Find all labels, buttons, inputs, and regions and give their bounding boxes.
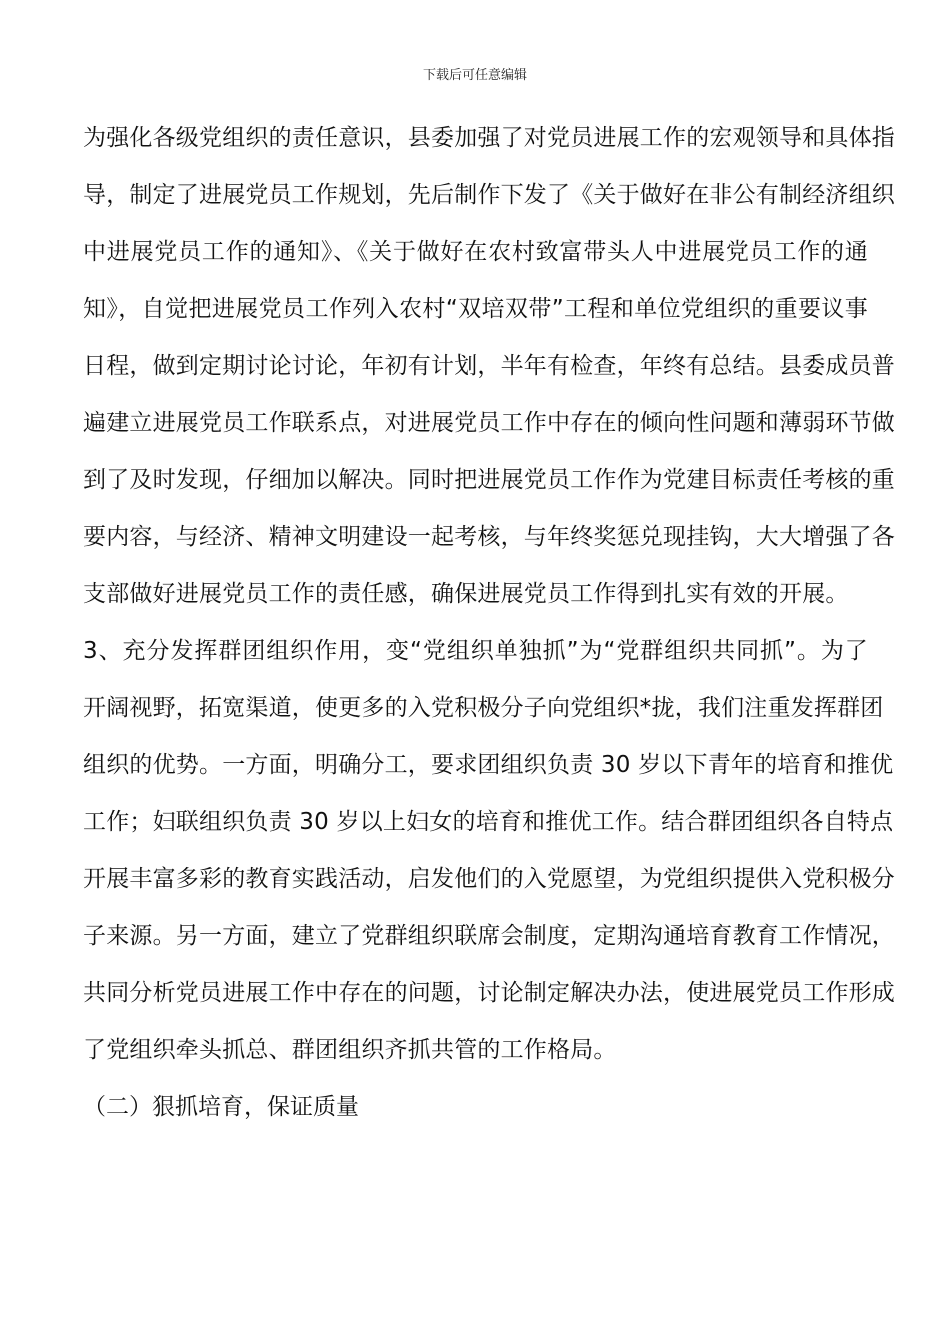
paragraph-line: 遍建立进展党员工作联系点，对进展党员工作中存在的倾向性问题和薄弱环节做 — [83, 410, 895, 436]
paragraph-line: 要内容，与经济、精神文明建设一起考核，与年终奖惩兑现挂钩，大大增强了各 — [83, 524, 895, 550]
paragraph-line: 导，制定了进展党员工作规划，先后制作下发了《关于做好在非公有制经济组织 — [83, 182, 895, 208]
paragraph-line: 开展丰富多彩的教育实践活动，启发他们的入党愿望，为党组织提供入党积极分 — [83, 866, 895, 892]
paragraph-line: 为强化各级党组织的责任意识，县委加强了对党员进展工作的宏观领导和具体指 — [83, 125, 895, 151]
paragraph-line: 开阔视野，拓宽渠道，使更多的入党积极分子向党组织*拢，我们注重发挥群团 — [83, 695, 884, 721]
paragraph-line: 支部做好进展党员工作的责任感，确保进展党员工作得到扎实有效的开展。 — [83, 581, 849, 607]
page-header: 下载后可任意编辑 — [422, 68, 527, 83]
paragraph-line: 工作；妇联组织负责 30 岁以上妇女的培育和推优工作。结合群团组织各自特点 — [83, 809, 894, 835]
paragraph-line: 到了及时发现，仔细加以解决。同时把进展党员工作作为党建目标责任考核的重 — [83, 467, 895, 493]
paragraph-line: 了党组织牵头抓总、群团组织齐抓共管的工作格局。 — [83, 1037, 617, 1063]
document-body — [83, 114, 895, 1140]
paragraph-line: 共同分析党员进展工作中存在的问题，讨论制定解决办法，使进展党员工作形成 — [83, 980, 895, 1006]
section-heading: （二）狠抓培育，保证质量 — [83, 1094, 359, 1120]
paragraph-line: 日程，做到定期讨论讨论，年初有计划，半年有检查，年终有总结。县委成员普 — [83, 353, 895, 379]
paragraph-line: 组织的优势。一方面，明确分工，要求团组织负责 30 岁以下青年的培育和推优 — [83, 752, 894, 778]
paragraph-line: 3、充分发挥群团组织作用，变“党组织单独抓”为“党群组织共同抓”。为了 — [83, 638, 868, 664]
paragraph-line: 中进展党员工作的通知》、《关于做好在农村致富带头人中进展党员工作的通 — [83, 239, 868, 265]
paragraph-line: 子来源。另一方面，建立了党群组织联席会制度，定期沟通培育教育工作情况， — [83, 923, 895, 949]
paragraph-line: 知》，自觉把进展党员工作列入农村“双培双带”工程和单位党组织的重要议事 — [83, 296, 868, 322]
